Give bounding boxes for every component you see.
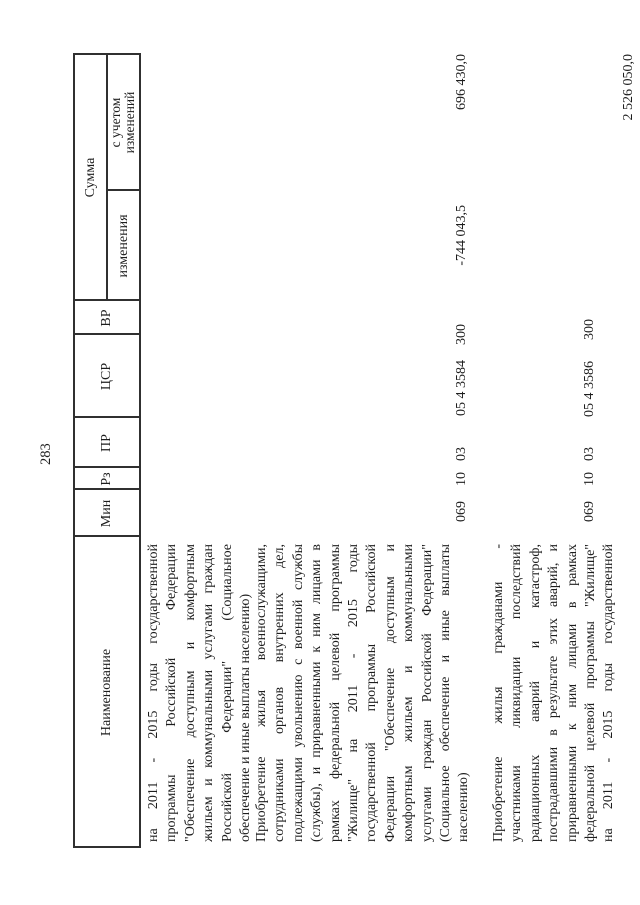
name-line: обеспечение и иные выплаты населению) [237, 593, 253, 842]
name-line: государственной программы Российской [364, 544, 380, 842]
name-line: на 2011 - 2015 годы государственной [601, 544, 617, 842]
col-header-summa: Сумма [82, 157, 98, 198]
col-header-pr: ПР [99, 434, 114, 452]
name-line: Российской Федерации" (Социальное [219, 544, 235, 842]
row-2-s-uchetom-sum: 696 430,0 [454, 54, 469, 110]
col-header-s-uchetom [106, 54, 140, 191]
page-number: 283 [38, 443, 54, 465]
s-uchetom-line2: изменений [122, 91, 137, 154]
row-3-pr-code: 03 [582, 447, 597, 461]
name-line: (Социальное обеспечение и иные выплаты [437, 544, 453, 842]
row-2-min-code: 069 [454, 501, 469, 522]
row-2-izmeneniya-sum: -744 043,5 [454, 205, 469, 266]
name-line: рамках федеральной целевой программы [327, 544, 343, 842]
row-3-vr-code: 300 [582, 319, 597, 340]
name-line: сотрудниками органов внутренних дел, [272, 544, 288, 842]
row-1-name [145, 544, 255, 842]
name-line: радиационных аварий и катастроф, [527, 544, 543, 842]
name-line: на 2011 - 2015 годы государственной [146, 544, 161, 842]
col-header-csr: ЦСР [99, 362, 114, 391]
row-3-rz-code: 10 [582, 472, 597, 486]
name-line: населению) [456, 772, 472, 842]
name-line: комфортным жильем и коммунальными [401, 544, 417, 842]
name-line: Приобретение жилья военнослужащими, [254, 544, 269, 842]
name-line: жильем и коммунальными услугами граждан [201, 544, 217, 842]
name-line: "Жилище" на 2011 - 2015 годы [345, 544, 361, 842]
row-3-min-code: 069 [582, 501, 597, 522]
col-header-rz: Рз [99, 472, 114, 486]
name-line: участниками ликвидации последствий [509, 544, 525, 842]
row-2-name [253, 544, 474, 842]
name-line: федеральной целевой программы "Жилище" [582, 544, 598, 842]
row-2-rz-code: 10 [454, 472, 469, 486]
name-line: (службы), и приравненными к ним лицами в [309, 544, 325, 842]
row-2-vr-code: 300 [454, 324, 469, 345]
s-uchetom-line1: с учетом [107, 97, 123, 148]
name-line: приравненными к ним лицами в рамках [564, 544, 580, 842]
row-2-pr-code: 03 [454, 447, 469, 461]
name-line: программы Российской Федерации [164, 544, 180, 842]
row-3-s-uchetom-sum: 2 526 050,0 [621, 54, 636, 121]
col-header-min: Мин [99, 499, 114, 528]
name-line: подлежащими увольнению с военной службы [290, 544, 306, 842]
col-header-vr: ВР [99, 309, 114, 327]
name-line: Приобретение жилья гражданами - [491, 544, 506, 842]
row-3-csr-code: 05 4 3586 [582, 361, 597, 417]
name-line: Федерации "Обеспечение доступным и [382, 544, 398, 842]
row-2-csr-code: 05 4 3584 [454, 360, 469, 416]
col-header-izmeneniya: изменения [115, 214, 131, 278]
row-3-name [490, 544, 619, 842]
name-line: "Обеспечение доступным и комфортным [182, 544, 198, 842]
col-header-name: Наименование [99, 648, 114, 737]
name-line: пострадавшими в результате этих аварий, и [546, 544, 562, 842]
name-line: услугами граждан Российской Федерации" [419, 544, 435, 842]
